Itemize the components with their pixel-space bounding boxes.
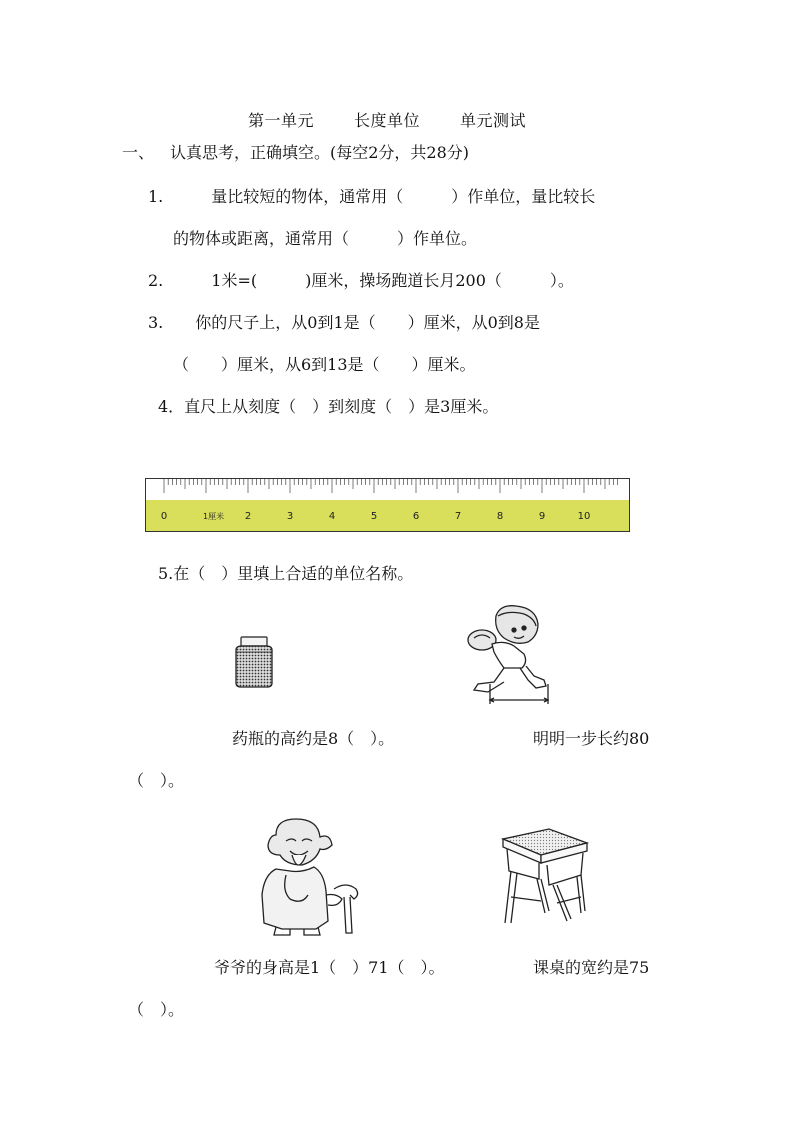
ruler-label: 5 (370, 511, 378, 522)
step-caption: 明明一步长约80 (533, 729, 650, 748)
title-test: 单元测试 (460, 111, 527, 130)
ruler-label: 9 (538, 511, 546, 522)
section-heading: 认真思考，正确填空。(每空2分，共28分) (170, 143, 470, 162)
question-1-line-1: 1. 量比较短的物体，通常用（ ）作单位，量比较长 (148, 187, 596, 206)
grandpa-caption: 爷爷的身高是1（ ）71（ ）。 (214, 958, 445, 977)
step-blank: （ ）。 (128, 771, 185, 790)
ruler-label: 7 (454, 511, 462, 522)
question-3-line-1: 3. 你的尺子上，从0到1是（ ）厘米，从0到8是 (148, 313, 540, 332)
ruler-graphic (145, 478, 630, 532)
ruler-label: 10 (577, 511, 591, 522)
page-title (248, 108, 526, 131)
desk-caption: 课桌的宽约是75 (533, 958, 650, 977)
ruler-label: 8 (496, 511, 504, 522)
ruler-label: 0 (160, 511, 168, 522)
section-number: 一、 (122, 143, 155, 162)
question-3-line-2: （ ）厘米，从6到13是（ ）厘米。 (173, 355, 476, 374)
question-4: 4．直尺上从刻度（ ）到刻度（ ）是3厘米。 (158, 397, 499, 416)
desk-blank: （ ）。 (128, 1000, 185, 1019)
ruler-label: 6 (412, 511, 420, 522)
bottle-caption: 药瓶的高约是8（ ）。 (232, 729, 395, 748)
ruler-label: 3 (286, 511, 294, 522)
boy-walking-picture (464, 602, 554, 705)
question-5: 5.在（ ）里填上合适的单位名称。 (158, 564, 414, 583)
question-2: 2. 1米=( )厘米，操场跑道长月200（ ）。 (148, 271, 574, 290)
medicine-bottle-picture (230, 636, 278, 688)
grandpa-picture (246, 815, 368, 937)
ruler-label: 4 (328, 511, 336, 522)
desk-picture (497, 827, 589, 927)
question-1-line-2: 的物体或距离，通常用（ ）作单位。 (173, 229, 478, 248)
ruler (145, 478, 630, 532)
ruler-ticks (164, 479, 618, 493)
ruler-label: 2 (244, 511, 252, 522)
title-topic: 长度单位 (354, 111, 421, 130)
title-unit: 第一单元 (248, 111, 315, 130)
ruler-label: 1厘米 (203, 512, 225, 521)
